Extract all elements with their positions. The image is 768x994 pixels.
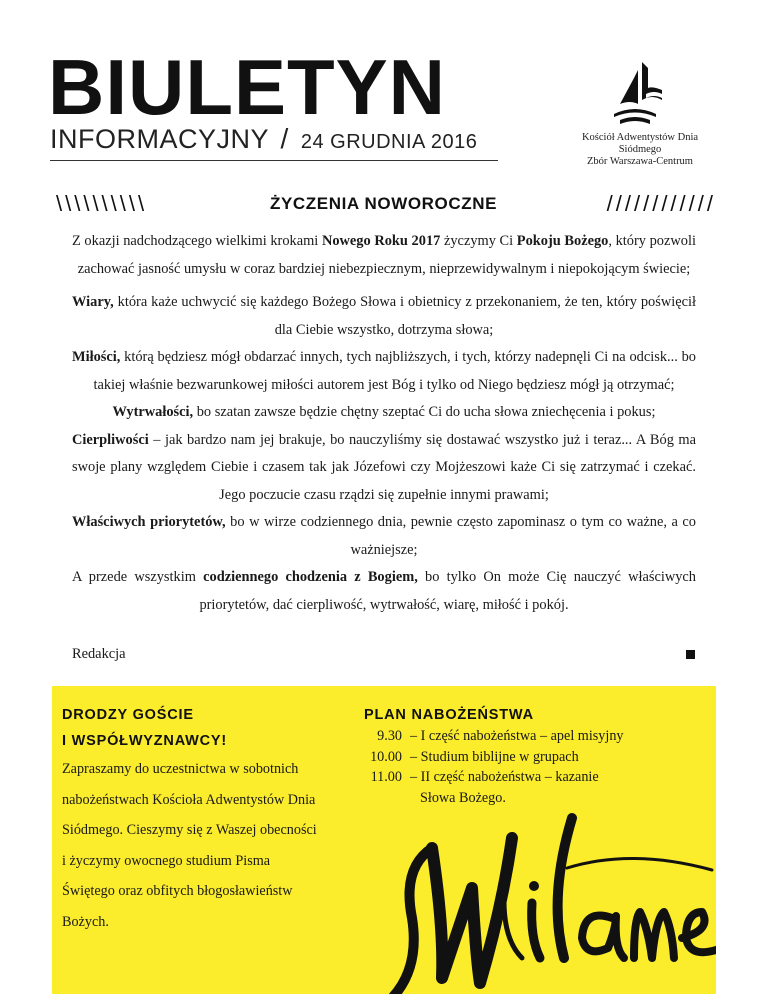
masthead-subtitle: INFORMACYJNY: [50, 124, 269, 154]
section-title: ŻYCZENIA NOWOROCZNE: [270, 194, 498, 213]
masthead-subtitle-line: [50, 124, 477, 157]
church-name-line2: Zbór Warszawa-Centrum: [587, 156, 693, 167]
left-slashes: \\\\\\\\\\: [56, 191, 148, 216]
wishes-body: [72, 228, 696, 619]
wish-highlight: Wytrwałości,: [112, 404, 194, 420]
plan-row: [356, 726, 680, 747]
plan-desc: – II część nabożeństwa – kazanie: [410, 769, 599, 785]
wish-text: bo tylko On może Cię nauczyć właściwych priorytetów, dać cierpliwość, wytrwałość, wiarę, miłość i pokój.: [199, 569, 696, 613]
wish-paragraph: [72, 509, 696, 564]
plan-desc: Słowa Bożego.: [420, 789, 506, 806]
plan-time: 9.30: [377, 728, 402, 744]
wish-highlight: Nowego Roku 2017: [321, 233, 441, 249]
plan-table: [356, 726, 680, 808]
issue-date: 24 GRUDNIA 2016: [300, 131, 478, 153]
wish-text: życzymy Ci: [440, 233, 517, 249]
plan-time: 10.00: [370, 748, 402, 765]
wish-highlight: codziennego chodzenia z Bogiem,: [203, 569, 418, 585]
guests-heading-1: DRODZY GOŚCIE: [62, 707, 194, 723]
church-name: [560, 132, 720, 168]
plan-row: [356, 747, 680, 768]
church-logo-icon: [590, 60, 680, 130]
plan-row: [356, 788, 680, 809]
wish-paragraph: [72, 289, 696, 344]
wish-highlight: Miłości,: [72, 349, 121, 365]
wish-text: bo w wirze codziennego dnia, pewnie często zapominasz o tym co ważne, a co ważniejsze;: [225, 514, 696, 558]
signature: Redakcja: [72, 646, 126, 662]
guests-heading-2: I WSPÓŁWYZNAWCY!: [62, 733, 228, 749]
wish-paragraph: [72, 427, 696, 510]
wish-paragraph: [72, 228, 696, 283]
wish-text: – jak bardzo nam jej brakuje, bo nauczyliśmy się dostawać wszystko już i teraz... A Bóg ma swoje plany względem Ciebie i czasem tak jak Józefowi czy Mojżeszowi każe Ci się zatrzymać i czekać. Jego poczucie czasu rządzi się zupełnie innymi prawami;: [72, 431, 696, 503]
masthead-separator: /: [280, 123, 289, 154]
end-of-article-mark: [686, 650, 695, 659]
section-header: [56, 192, 716, 218]
witamy-lettering-graphic: [372, 808, 716, 994]
wish-paragraph: [72, 399, 696, 427]
info-box: [52, 686, 716, 994]
wish-highlight: Właściwych priorytetów,: [72, 514, 226, 530]
wish-highlight: Pokoju Bożego: [516, 233, 609, 249]
right-slashes: ////////////: [606, 191, 716, 216]
plan-time: [356, 788, 410, 809]
plan-desc: – I część nabożeństwa – apel misyjny: [410, 728, 624, 744]
plan-row: [356, 767, 680, 788]
plan-heading: PLAN NABOŻEŃSTWA: [364, 707, 534, 723]
wish-paragraph: [72, 344, 696, 399]
guests-text: Zapraszamy do uczestnictwa w sobotnich nabożeństwach Kościoła Adwentystów Dnia Siódmego. Cieszymy się z Waszej obecności i życzymy owocnego studium Pisma Świętego oraz obfitych błogosławieństw Bożych.: [62, 761, 317, 930]
wish-highlight: Cierpliwości: [72, 431, 149, 448]
masthead-rule: [50, 160, 498, 161]
wish-text: którą będziesz mógł obdarzać innych, tych najbliższych, i tych, którzy nadepnęli Ci na odcisk... bo takiej właśnie bezwarunkowej miłości autorem jest Bóg i tylko od Niego będziesz mógł ją otrzymać;: [93, 349, 696, 393]
wish-text: Z okazji nadchodzącego wielkimi krokami: [72, 233, 322, 249]
masthead-title: BIULETYN: [48, 43, 446, 131]
wish-text: która każe uchwycić się każdego Bożego Słowa i obietnicy z przekonaniem, że ten, który poświęcił dla Ciebie wszystko, dotrzyma słowa;: [113, 294, 696, 338]
wish-highlight: Wiary,: [72, 294, 114, 310]
wish-paragraph: [72, 564, 696, 619]
plan-desc: – Studium biblijne w grupach: [410, 748, 579, 765]
wish-text: , który pozwoli zachować jasność umysłu w coraz bardziej niebezpiecznym, nieprzewidywalnym i niepokojącym świecie;: [77, 233, 696, 277]
plan-time: 11.00: [370, 769, 402, 785]
church-name-line1: Kościół Adwentystów Dnia Siódmego: [581, 132, 699, 155]
wish-text: bo szatan zawsze będzie chętny szeptać Ci do ucha słowa zniechęcenia i pokus;: [193, 404, 656, 420]
wish-text: A przede wszystkim: [72, 569, 204, 585]
